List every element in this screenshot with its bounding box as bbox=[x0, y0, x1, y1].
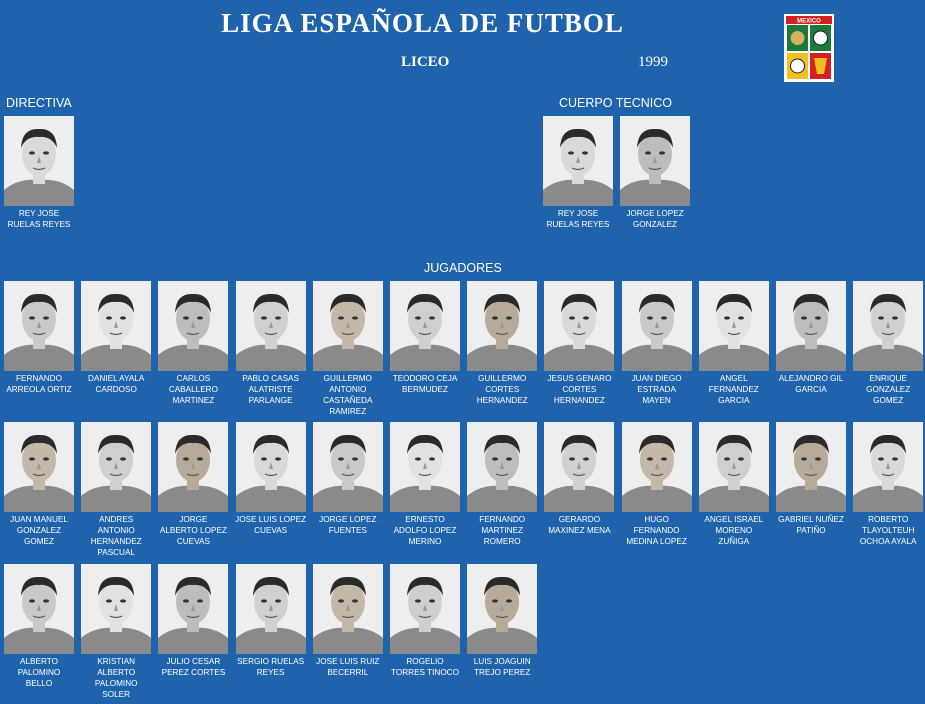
name-line-1: DANIEL AYALA bbox=[88, 374, 145, 383]
player-card bbox=[543, 422, 615, 536]
person-name bbox=[157, 373, 229, 406]
name-line-2: GARCIA bbox=[795, 385, 827, 394]
person-name bbox=[466, 656, 538, 678]
name-line-1: SERGIO RUELAS bbox=[237, 657, 305, 666]
name-line-2: ANTONIO bbox=[329, 385, 367, 394]
portrait-photo bbox=[543, 116, 613, 206]
team-name: LICEO bbox=[401, 54, 450, 70]
name-line-2: PALOMINO bbox=[17, 668, 61, 677]
name-line-2: ANTONIO bbox=[97, 526, 135, 535]
name-line-1: ERNESTO bbox=[405, 515, 445, 524]
portrait-photo bbox=[390, 281, 460, 371]
portrait-photo bbox=[4, 116, 74, 206]
person-name bbox=[312, 656, 384, 678]
person-name bbox=[389, 373, 461, 395]
player-card bbox=[466, 564, 538, 678]
portrait-photo bbox=[158, 281, 228, 371]
person-name bbox=[80, 656, 152, 700]
name-line-2: FUENTES bbox=[328, 526, 367, 535]
player-card bbox=[466, 422, 538, 547]
cuerpo-tecnico-heading: CUERPO TECNICO bbox=[559, 96, 672, 110]
person-name bbox=[80, 514, 152, 558]
name-line-2: TLAYOLTEUH bbox=[861, 526, 915, 535]
portrait-photo bbox=[81, 564, 151, 654]
name-line-2: ALBERTO bbox=[97, 668, 136, 677]
name-line-1: GUILLERMO bbox=[323, 374, 372, 383]
name-line-3: HERNANDEZ bbox=[476, 396, 528, 405]
cuerpo-tecnico-card bbox=[542, 116, 614, 230]
jugadores-heading: JUGADORES bbox=[424, 261, 502, 275]
name-line-2: ADOLFO LOPEZ bbox=[393, 526, 457, 535]
person-name bbox=[3, 656, 75, 689]
person-name bbox=[466, 373, 538, 406]
player-card bbox=[698, 422, 770, 547]
player-card bbox=[621, 422, 693, 547]
portrait-photo bbox=[622, 281, 692, 371]
name-line-1: JULIO CESAR bbox=[166, 657, 221, 666]
player-card bbox=[157, 422, 229, 547]
name-line-3: ZUÑIGA bbox=[718, 537, 750, 546]
player-card bbox=[389, 422, 461, 547]
portrait-photo bbox=[4, 422, 74, 512]
player-card bbox=[389, 564, 461, 678]
name-line-3: OCHOA AYALA bbox=[859, 537, 917, 546]
name-line-1: REY JOSE bbox=[557, 209, 599, 218]
name-line-4: SOLER bbox=[102, 690, 131, 699]
name-line-1: JESUS GENARO bbox=[547, 374, 612, 383]
player-card bbox=[3, 422, 75, 547]
person-name bbox=[543, 373, 615, 406]
person-name bbox=[235, 514, 307, 536]
player-card bbox=[775, 422, 847, 536]
portrait-photo bbox=[544, 422, 614, 512]
name-line-1: GABRIEL NUÑEZ bbox=[778, 515, 844, 524]
name-line-2: CABALLERO bbox=[168, 385, 218, 394]
player-card bbox=[157, 564, 229, 678]
person-name bbox=[775, 514, 847, 536]
player-card bbox=[543, 281, 615, 406]
player-card bbox=[312, 564, 384, 678]
name-line-1: REY JOSE bbox=[18, 209, 60, 218]
portrait-photo bbox=[81, 422, 151, 512]
name-line-2: TREJO PEREZ bbox=[473, 668, 531, 677]
portrait-photo bbox=[390, 564, 460, 654]
portrait-photo bbox=[158, 422, 228, 512]
portrait-photo bbox=[236, 564, 306, 654]
name-line-1: JORGE bbox=[179, 515, 208, 524]
portrait-photo bbox=[390, 422, 460, 512]
name-line-1: GUILLERMO bbox=[478, 374, 527, 383]
person-name bbox=[3, 373, 75, 395]
person-name bbox=[157, 514, 229, 547]
name-line-2: BECERRIL bbox=[327, 668, 369, 677]
player-card bbox=[466, 281, 538, 406]
name-line-2: ALBERTO LOPEZ bbox=[159, 526, 227, 535]
portrait-photo bbox=[699, 281, 769, 371]
name-line-2: MORENO bbox=[715, 526, 753, 535]
portrait-photo bbox=[776, 281, 846, 371]
name-line-3: GARCIA bbox=[718, 396, 750, 405]
portrait-photo bbox=[853, 281, 923, 371]
portrait-photo bbox=[313, 564, 383, 654]
page-title: LIGA ESPAÑOLA DE FUTBOL bbox=[221, 8, 624, 38]
person-name bbox=[852, 514, 924, 547]
person-name bbox=[312, 514, 384, 536]
name-line-1: GERARDO bbox=[558, 515, 601, 524]
name-line-2: RUELAS REYES bbox=[7, 220, 71, 229]
name-line-2: ESTRADA bbox=[637, 385, 676, 394]
name-line-1: ANGEL ISRAEL bbox=[704, 515, 764, 524]
name-line-1: ENRIQUE bbox=[869, 374, 907, 383]
name-line-2: BERMUDEZ bbox=[402, 385, 448, 394]
player-card bbox=[852, 422, 924, 547]
directiva-card bbox=[3, 116, 75, 230]
name-line-2: CUEVAS bbox=[254, 526, 288, 535]
name-line-2: PEREZ CORTES bbox=[161, 668, 226, 677]
player-card bbox=[3, 564, 75, 689]
name-line-2: CORTES bbox=[485, 385, 520, 394]
name-line-2: MAXINEZ MENA bbox=[548, 526, 611, 535]
name-line-2: GONZALEZ bbox=[16, 526, 62, 535]
name-line-3: MARTINEZ bbox=[172, 396, 215, 405]
name-line-1: JOSE LUIS RUIZ bbox=[316, 657, 380, 666]
person-name bbox=[3, 208, 75, 230]
season-year: 1999 bbox=[638, 54, 668, 70]
portrait-photo bbox=[4, 564, 74, 654]
name-line-3: PALOMINO bbox=[94, 679, 138, 688]
portrait-photo bbox=[544, 281, 614, 371]
name-line-2: GONZALEZ bbox=[632, 220, 678, 229]
player-card bbox=[621, 281, 693, 406]
name-line-1: CARLOS bbox=[176, 374, 211, 383]
name-line-1: FERNANDO bbox=[479, 515, 526, 524]
person-name bbox=[698, 514, 770, 547]
name-line-2: REYES bbox=[256, 668, 285, 677]
name-line-3: MEDINA LOPEZ bbox=[626, 537, 687, 546]
name-line-2: FERNANDO bbox=[633, 526, 680, 535]
name-line-1: JORGE LOPEZ bbox=[319, 515, 377, 524]
person-name bbox=[542, 208, 614, 230]
person-name bbox=[389, 656, 461, 678]
name-line-1: KRISTIAN bbox=[97, 657, 136, 666]
portrait-photo bbox=[158, 564, 228, 654]
portrait-photo bbox=[853, 422, 923, 512]
player-card bbox=[80, 564, 152, 700]
portrait-photo bbox=[622, 422, 692, 512]
player-card bbox=[312, 281, 384, 417]
name-line-2: CORTES bbox=[562, 385, 597, 394]
name-line-3: BELLO bbox=[25, 679, 53, 688]
player-card bbox=[852, 281, 924, 406]
player-card bbox=[312, 422, 384, 536]
portrait-photo bbox=[313, 422, 383, 512]
name-line-2: TORRES TINOCO bbox=[391, 668, 459, 677]
player-card bbox=[235, 564, 307, 678]
player-card bbox=[389, 281, 461, 395]
name-line-4: RAMIREZ bbox=[329, 407, 367, 416]
person-name bbox=[312, 373, 384, 417]
directiva-heading: DIRECTIVA bbox=[6, 96, 72, 110]
name-line-3: MAYEN bbox=[642, 396, 671, 405]
mexico-crest-logo bbox=[784, 14, 834, 82]
crest-label: MEXICO bbox=[797, 18, 821, 25]
name-line-1: LUIS JOAGUIN bbox=[473, 657, 531, 666]
person-name bbox=[235, 656, 307, 678]
portrait-photo bbox=[313, 281, 383, 371]
player-card bbox=[80, 281, 152, 395]
portrait-photo bbox=[236, 281, 306, 371]
name-line-3: CASTAÑEDA bbox=[323, 396, 373, 405]
name-line-2: ALATRISTE bbox=[248, 385, 293, 394]
name-line-1: ROBERTO bbox=[868, 515, 909, 524]
portrait-photo bbox=[620, 116, 690, 206]
player-card bbox=[157, 281, 229, 406]
name-line-1: FERNANDO bbox=[16, 374, 62, 383]
player-card bbox=[775, 281, 847, 395]
name-line-3: HERNANDEZ bbox=[553, 396, 605, 405]
name-line-1: JUAN MANUEL bbox=[10, 515, 68, 524]
name-line-2: CARDOSO bbox=[95, 385, 137, 394]
person-name bbox=[621, 514, 693, 547]
player-card bbox=[235, 281, 307, 406]
name-line-2: PATIÑO bbox=[796, 526, 826, 535]
name-line-3: GOMEZ bbox=[873, 396, 904, 405]
portrait-photo bbox=[236, 422, 306, 512]
portrait-photo bbox=[467, 281, 537, 371]
person-name bbox=[80, 373, 152, 395]
name-line-1: ROGELIO bbox=[406, 657, 444, 666]
person-name bbox=[235, 373, 307, 406]
cuerpo-tecnico-card bbox=[619, 116, 691, 230]
player-card bbox=[235, 422, 307, 536]
name-line-4: PASCUAL bbox=[97, 548, 135, 557]
player-card bbox=[3, 281, 75, 395]
name-line-2: ARREOLA ORTIZ bbox=[6, 385, 72, 394]
person-name bbox=[619, 208, 691, 230]
person-name bbox=[698, 373, 770, 406]
portrait-photo bbox=[467, 422, 537, 512]
person-name bbox=[3, 514, 75, 547]
person-name bbox=[543, 514, 615, 536]
name-line-2: MARTINEZ bbox=[481, 526, 524, 535]
portrait-photo bbox=[699, 422, 769, 512]
portrait-photo bbox=[467, 564, 537, 654]
name-line-1: TEODORO CEJA bbox=[392, 374, 458, 383]
name-line-3: MERINO bbox=[408, 537, 442, 546]
name-line-1: HUGO bbox=[644, 515, 669, 524]
portrait-photo bbox=[81, 281, 151, 371]
portrait-photo bbox=[4, 281, 74, 371]
name-line-2: FERNANDEZ bbox=[708, 385, 759, 394]
name-line-1: ANGEL bbox=[719, 374, 748, 383]
name-line-1: ANDRES bbox=[99, 515, 134, 524]
name-line-3: CUEVAS bbox=[176, 537, 210, 546]
person-name bbox=[852, 373, 924, 406]
name-line-1: JUAN DIEGO bbox=[631, 374, 682, 383]
name-line-3: HERNANDEZ bbox=[90, 537, 142, 546]
name-line-2: GONZALEZ bbox=[866, 385, 911, 394]
name-line-1: JORGE LOPEZ bbox=[626, 209, 684, 218]
person-name bbox=[466, 514, 538, 547]
name-line-3: ROMERO bbox=[483, 537, 521, 546]
name-line-1: ALEJANDRO GIL bbox=[778, 374, 844, 383]
name-line-1: ALBERTO bbox=[20, 657, 58, 666]
name-line-1: JOSE LUIS LOPEZ bbox=[235, 515, 307, 524]
person-name bbox=[157, 656, 229, 678]
name-line-2: RUELAS REYES bbox=[546, 220, 610, 229]
name-line-1: PABLO CASAS bbox=[242, 374, 299, 383]
name-line-3: GOMEZ bbox=[23, 537, 55, 546]
person-name bbox=[775, 373, 847, 395]
player-card bbox=[80, 422, 152, 558]
person-name bbox=[389, 514, 461, 547]
name-line-3: PARLANGE bbox=[248, 396, 293, 405]
player-card bbox=[698, 281, 770, 406]
portrait-photo bbox=[776, 422, 846, 512]
person-name bbox=[621, 373, 693, 406]
